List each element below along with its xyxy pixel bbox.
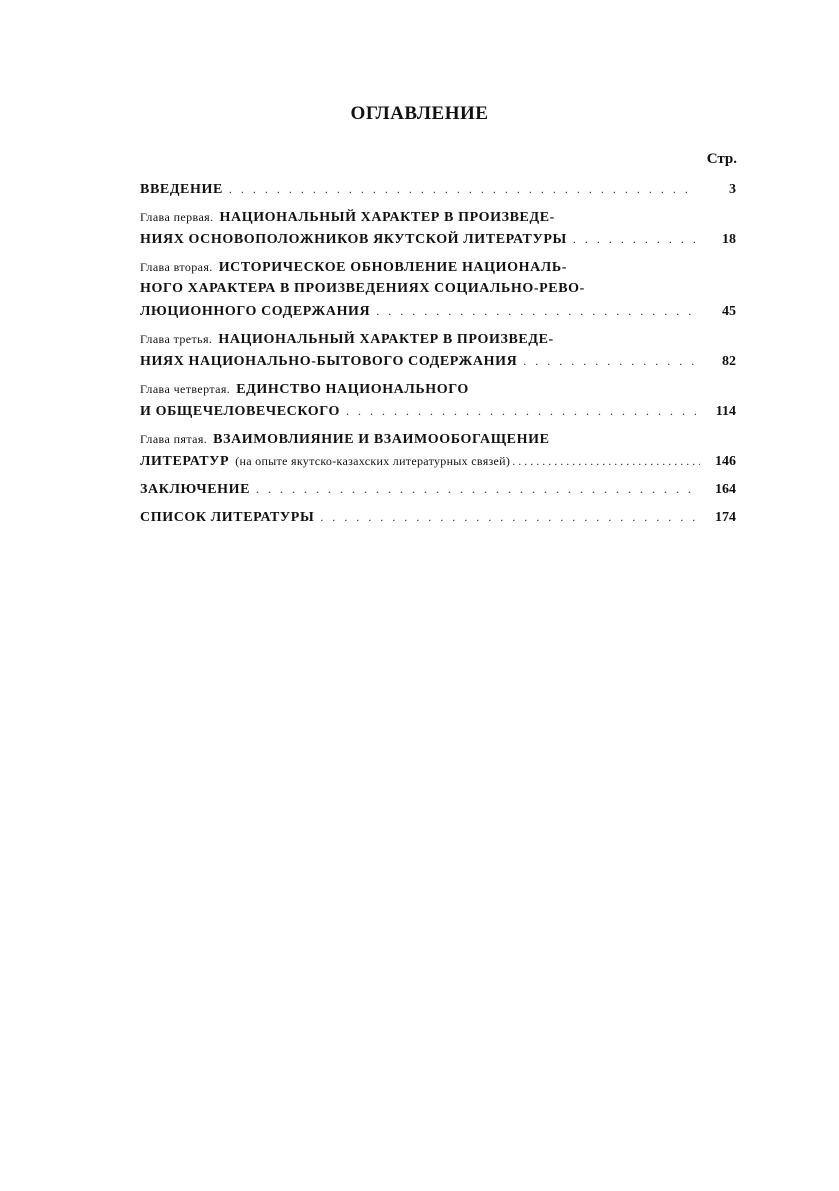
dot-leader <box>512 450 700 472</box>
toc-entry-title: ЕДИНСТВО НАЦИОНАЛЬНОГО <box>236 382 469 397</box>
toc-entry-note: (на опыте якутско-казахских литературных связей) <box>235 454 511 468</box>
toc-entry-conclusion[interactable] <box>140 478 736 500</box>
dot-leader <box>573 228 696 250</box>
toc-entry-title: ЗАКЛЮЧЕНИЕ <box>140 482 251 497</box>
dot-leader <box>256 478 696 500</box>
dot-leader <box>346 400 696 422</box>
chapter-label: Глава пятая. <box>140 432 208 446</box>
page-title: ОГЛАВЛЕНИЕ <box>350 103 489 124</box>
toc-entry-chapter-3[interactable] <box>140 328 736 372</box>
toc-entry-bibliography[interactable] <box>140 506 736 528</box>
toc-page-number: 82 <box>722 354 736 369</box>
toc-page-number: 18 <box>722 232 736 247</box>
toc-entry-chapter-4[interactable] <box>140 378 736 422</box>
dot-leader <box>229 178 696 200</box>
toc-entry-title: СПИСОК ЛИТЕРАТУРЫ <box>140 510 315 525</box>
toc-entry-title-cont: НИЯХ ОСНОВОПОЛОЖНИКОВ ЯКУТСКОЙ ЛИТЕРАТУРЫ <box>140 232 567 247</box>
toc-page-number: 174 <box>715 510 736 525</box>
toc-page-number: 45 <box>722 304 736 319</box>
toc-entry-chapter-2[interactable] <box>140 256 736 322</box>
chapter-label: Глава вторая. <box>140 260 213 274</box>
chapter-label: Глава четвертая. <box>140 382 231 396</box>
dot-leader <box>376 300 696 322</box>
toc-page-number: 146 <box>715 454 736 469</box>
toc-entry-title: ВВЕДЕНИЕ <box>140 182 223 197</box>
dot-leader <box>523 350 696 372</box>
toc-page-number: 164 <box>715 482 736 497</box>
toc-page-number: 114 <box>715 404 736 419</box>
toc-entry-title-cont: И ОБЩЕЧЕЛОВЕЧЕСКОГО <box>140 404 340 419</box>
toc-entry-title-cont: ЛИТЕРАТУР <box>140 454 230 469</box>
chapter-label: Глава первая. <box>140 210 214 224</box>
toc-entry-title-cont: НИЯХ НАЦИОНАЛЬНО-БЫТОВОГО СОДЕРЖАНИЯ <box>140 354 518 369</box>
toc-entry-chapter-5[interactable] <box>140 428 736 472</box>
toc-entry-title: ИСТОРИЧЕСКОЕ ОБНОВЛЕНИЕ НАЦИОНАЛЬ- <box>218 260 567 275</box>
toc-entry-title: НАЦИОНАЛЬНЫЙ ХАРАКТЕР В ПРОИЗВЕДЕ- <box>218 332 554 347</box>
toc-entry-title: ВЗАИМОВЛИЯНИЕ И ВЗАИМООБОГАЩЕНИЕ <box>213 432 550 447</box>
table-of-contents <box>140 178 736 528</box>
toc-entry-title: НАЦИОНАЛЬНЫЙ ХАРАКТЕР В ПРОИЗВЕДЕ- <box>219 210 555 225</box>
toc-entry-title-cont: НОГО ХАРАКТЕРА В ПРОИЗВЕДЕНИЯХ СОЦИАЛЬНО-РЕВО- <box>140 281 585 296</box>
page-column-label: Стр. <box>706 151 737 167</box>
toc-entry-title-cont: ЛЮЦИОННОГО СОДЕРЖАНИЯ <box>140 304 371 319</box>
toc-entry-introduction[interactable] <box>140 178 736 200</box>
chapter-label: Глава третья. <box>140 332 213 346</box>
dot-leader <box>320 506 696 528</box>
toc-page-number: 3 <box>729 182 736 197</box>
toc-entry-chapter-1[interactable] <box>140 206 736 250</box>
